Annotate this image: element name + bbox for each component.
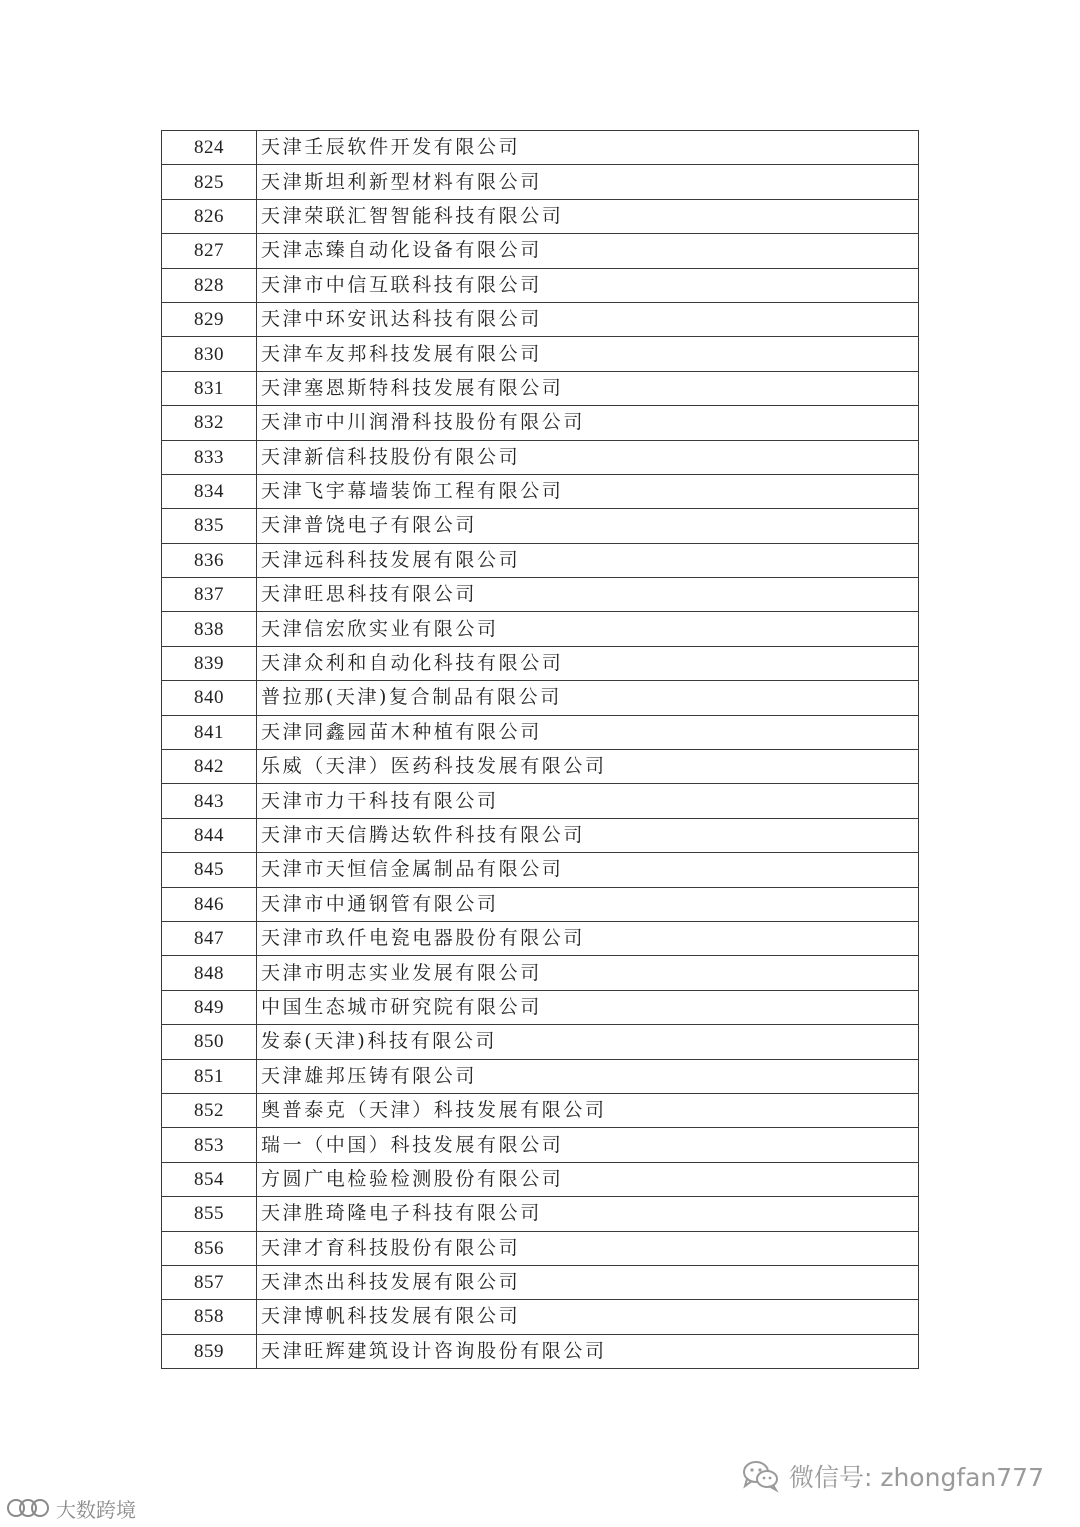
company-name: 天津众利和自动化科技有限公司: [257, 646, 919, 680]
table-row: [162, 337, 919, 371]
row-number: 835: [162, 509, 257, 543]
table-row: [162, 234, 919, 268]
wechat-icon: [741, 1459, 781, 1493]
company-name: 天津旺辉建筑设计咨询股份有限公司: [257, 1334, 919, 1368]
company-name: 天津中环安讯达科技有限公司: [257, 302, 919, 336]
row-number: 858: [162, 1300, 257, 1334]
company-name: 发泰(天津)科技有限公司: [257, 1025, 919, 1059]
wechat-watermark: [741, 1458, 1044, 1494]
company-name: 中国生态城市研究院有限公司: [257, 990, 919, 1024]
table-row: [162, 406, 919, 440]
table-row: [162, 1300, 919, 1334]
table-row: [162, 302, 919, 336]
row-number: 841: [162, 715, 257, 749]
table-row: [162, 165, 919, 199]
row-number: 824: [162, 131, 257, 165]
table-row: [162, 199, 919, 233]
table-row: [162, 784, 919, 818]
company-name: 普拉那(天津)复合制品有限公司: [257, 681, 919, 715]
company-name: 天津旺思科技有限公司: [257, 578, 919, 612]
company-name: 天津雄邦压铸有限公司: [257, 1059, 919, 1093]
row-number: 855: [162, 1197, 257, 1231]
company-name: 天津市中川润滑科技股份有限公司: [257, 406, 919, 440]
table-row: [162, 1025, 919, 1059]
table-row: [162, 268, 919, 302]
row-number: 850: [162, 1025, 257, 1059]
row-number: 843: [162, 784, 257, 818]
company-name: 天津塞恩斯特科技发展有限公司: [257, 371, 919, 405]
company-name: 天津博帆科技发展有限公司: [257, 1300, 919, 1334]
table-row: [162, 578, 919, 612]
company-name: 天津远科科技发展有限公司: [257, 543, 919, 577]
row-number: 849: [162, 990, 257, 1024]
row-number: 853: [162, 1128, 257, 1162]
table-row: [162, 1334, 919, 1368]
row-number: 838: [162, 612, 257, 646]
company-name: 天津市天信腾达软件科技有限公司: [257, 818, 919, 852]
row-number: 859: [162, 1334, 257, 1368]
brand-watermark-text: 大数跨境: [56, 1497, 136, 1522]
table-row: [162, 371, 919, 405]
company-name: 天津市力干科技有限公司: [257, 784, 919, 818]
table-row: [162, 474, 919, 508]
brand-logo-icon: [6, 1496, 50, 1520]
row-number: 854: [162, 1162, 257, 1196]
row-number: 833: [162, 440, 257, 474]
row-number: 825: [162, 165, 257, 199]
table-row: [162, 681, 919, 715]
table-row: [162, 1231, 919, 1265]
row-number: 844: [162, 818, 257, 852]
row-number: 832: [162, 406, 257, 440]
company-name: 天津车友邦科技发展有限公司: [257, 337, 919, 371]
table-row: [162, 715, 919, 749]
table-row: [162, 1265, 919, 1299]
table-row: [162, 1093, 919, 1127]
table-row: [162, 1197, 919, 1231]
table-row: [162, 956, 919, 990]
company-name: 乐威（天津）医药科技发展有限公司: [257, 750, 919, 784]
row-number: 845: [162, 853, 257, 887]
company-name: 天津志臻自动化设备有限公司: [257, 234, 919, 268]
company-name: 天津杰出科技发展有限公司: [257, 1265, 919, 1299]
row-number: 852: [162, 1093, 257, 1127]
table-row: [162, 131, 919, 165]
company-name: 天津市中通钢管有限公司: [257, 887, 919, 921]
table-row: [162, 1059, 919, 1093]
table-row: [162, 887, 919, 921]
wechat-watermark-text: 微信号: zhongfan777: [788, 1463, 1044, 1492]
company-name: 天津飞宇幕墙装饰工程有限公司: [257, 474, 919, 508]
company-name: 天津壬辰软件开发有限公司: [257, 131, 919, 165]
company-name: 天津市中信互联科技有限公司: [257, 268, 919, 302]
row-number: 828: [162, 268, 257, 302]
company-name: 天津才育科技股份有限公司: [257, 1231, 919, 1265]
row-number: 836: [162, 543, 257, 577]
table-row: [162, 990, 919, 1024]
row-number: 846: [162, 887, 257, 921]
row-number: 830: [162, 337, 257, 371]
company-name: 方圆广电检验检测股份有限公司: [257, 1162, 919, 1196]
row-number: 827: [162, 234, 257, 268]
row-number: 840: [162, 681, 257, 715]
company-name: 天津新信科技股份有限公司: [257, 440, 919, 474]
brand-watermark: [6, 1493, 136, 1523]
row-number: 848: [162, 956, 257, 990]
company-name: 天津荣联汇智智能科技有限公司: [257, 199, 919, 233]
row-number: 842: [162, 750, 257, 784]
company-name: 天津市天恒信金属制品有限公司: [257, 853, 919, 887]
company-name: 奥普泰克（天津）科技发展有限公司: [257, 1093, 919, 1127]
row-number: 837: [162, 578, 257, 612]
row-number: 857: [162, 1265, 257, 1299]
company-name: 天津同鑫园苗木种植有限公司: [257, 715, 919, 749]
row-number: 826: [162, 199, 257, 233]
company-name: 天津市玖仟电瓷电器股份有限公司: [257, 921, 919, 955]
row-number: 831: [162, 371, 257, 405]
table-row: [162, 440, 919, 474]
table-row: [162, 646, 919, 680]
table-row: [162, 853, 919, 887]
table-row: [162, 543, 919, 577]
row-number: 847: [162, 921, 257, 955]
row-number: 839: [162, 646, 257, 680]
table-row: [162, 1128, 919, 1162]
company-name: 天津信宏欣实业有限公司: [257, 612, 919, 646]
company-name: 天津斯坦利新型材料有限公司: [257, 165, 919, 199]
company-list-body: [162, 131, 919, 1369]
table-row: [162, 612, 919, 646]
company-list-table: [161, 130, 919, 1369]
row-number: 834: [162, 474, 257, 508]
company-name: 天津市明志实业发展有限公司: [257, 956, 919, 990]
company-name: 天津普饶电子有限公司: [257, 509, 919, 543]
row-number: 829: [162, 302, 257, 336]
company-name: 瑞一（中国）科技发展有限公司: [257, 1128, 919, 1162]
table-row: [162, 1162, 919, 1196]
row-number: 851: [162, 1059, 257, 1093]
table-row: [162, 921, 919, 955]
company-name: 天津胜琦隆电子科技有限公司: [257, 1197, 919, 1231]
row-number: 856: [162, 1231, 257, 1265]
table-row: [162, 509, 919, 543]
table-row: [162, 818, 919, 852]
table-row: [162, 750, 919, 784]
